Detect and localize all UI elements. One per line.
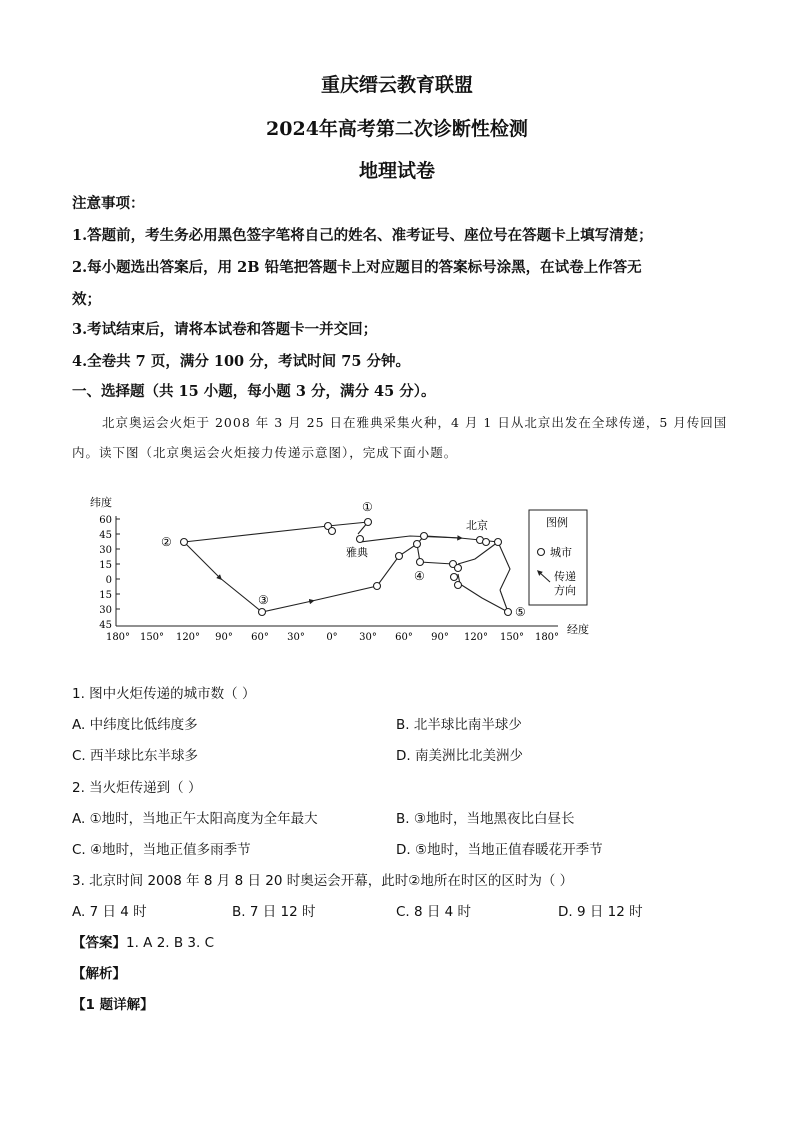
passage-line: 内。读下图（北京奥运会火炬接力传递示意图），完成下面小题。 <box>72 445 458 460</box>
option: A. 7 日 4 时 <box>72 904 147 920</box>
city-marker-3 <box>259 609 266 616</box>
y-tick-label: 45 <box>99 530 112 541</box>
exam-title: 2024年高考第二次诊断性检测 <box>266 118 528 140</box>
option: A. 中纬度比低纬度多 <box>72 717 198 733</box>
notes-heading: 注意事项： <box>72 195 145 212</box>
section-heading: 一、选择题（共 15 小题，每小题 3 分，满分 45 分）。 <box>72 383 436 400</box>
option: D. 9 日 12 时 <box>558 904 643 920</box>
point-label-5: ⑤ <box>515 605 526 619</box>
point-label-4: ④ <box>414 569 425 583</box>
note-item: 1.答题前，考生务必用黑色签字笔将自己的姓名、准考证号、座位号在答题卡上填写清楚； <box>72 227 653 244</box>
subject-title: 地理试卷 <box>358 160 435 182</box>
option: B. 北半球比南半球少 <box>396 717 522 733</box>
city-marker-4 <box>417 559 424 566</box>
x-tick-label: 90° <box>431 632 449 643</box>
x-tick-label: 180° <box>534 632 560 643</box>
question-stem: 2. 当火炬传递到（ ） <box>72 780 202 796</box>
y-tick-label: 0 <box>105 575 112 586</box>
city-marker <box>421 533 428 540</box>
option: C. 8 日 4 时 <box>396 904 472 920</box>
x-tick-label: 180° <box>105 632 131 643</box>
point-label-2: ② <box>161 535 172 549</box>
detail-label: 【1 题详解】 <box>72 997 154 1013</box>
analysis-label: 【解析】 <box>72 966 126 982</box>
point-label-3: ③ <box>258 593 269 607</box>
x-tick-label: 30° <box>359 632 377 643</box>
legend-city-icon <box>538 549 545 556</box>
answer-text: 1. A 2. B 3. C <box>126 935 215 951</box>
question-stem: 1. 图中火炬传递的城市数（ ） <box>72 686 256 702</box>
x-tick-label: 150° <box>499 632 525 643</box>
city-marker-athens <box>357 536 364 543</box>
option: C. 西半球比东半球多 <box>72 748 199 764</box>
city-marker-5 <box>505 609 512 616</box>
org-title: 重庆缙云教育联盟 <box>320 74 473 96</box>
x-tick-label: 120° <box>463 632 489 643</box>
option: D. ⑤地时，当地正值春暖花开季节 <box>396 842 603 858</box>
beijing-label: 北京 <box>466 519 488 532</box>
city-marker <box>455 565 462 572</box>
legend-city-label: 城市 <box>550 546 572 559</box>
y-tick-label: 15 <box>99 560 112 571</box>
city-marker <box>483 539 490 546</box>
option: C. ④地时，当地正值多雨季节 <box>72 842 251 858</box>
legend-direction-label: 方向 <box>554 584 576 597</box>
x-tick-label: 90° <box>215 632 233 643</box>
note-item: 效； <box>72 291 101 308</box>
question-stem: 3. 北京时间 2008 年 8 月 8 日 20 时奥运会开幕，此时②地所在时区的区时为（ ） <box>72 873 574 889</box>
answer-line <box>72 931 214 951</box>
city-marker <box>414 541 421 548</box>
option: D. 南美洲比北美洲少 <box>396 748 523 764</box>
x-axis-title: 经度 <box>567 623 589 636</box>
city-markers <box>181 519 512 616</box>
torch-relay-map <box>80 494 600 654</box>
y-tick-label: 30 <box>99 545 112 556</box>
y-axis-title: 纬度 <box>90 496 112 509</box>
option: B. ③地时，当地黑夜比白昼长 <box>396 811 575 827</box>
y-tick-label: 30 <box>99 605 112 616</box>
passage-line: 北京奥运会火炬于 2008 年 3 月 25 日在雅典采集火种，4 月 1 日从北京出发在全球传递，5 月传回国 <box>102 415 728 430</box>
option: B. 7 日 12 时 <box>232 904 316 920</box>
note-item: 4.全卷共 7 页，满分 100 分，考试时间 75 分钟。 <box>72 353 410 370</box>
note-item: 2.每小题选出答案后，用 2B 铅笔把答题卡上对应题目的答案标号涂黑，在试卷上作答无 <box>72 259 642 276</box>
x-tick-label: 150° <box>139 632 165 643</box>
y-tick-label: 60 <box>99 515 112 526</box>
city-marker-1 <box>365 519 372 526</box>
city-marker <box>329 528 336 535</box>
legend-title: 图例 <box>546 516 568 529</box>
legend-direction-label: 传递 <box>554 570 576 583</box>
x-tick-label: 120° <box>175 632 201 643</box>
x-tick-label: 60° <box>251 632 269 643</box>
y-tick-label: 15 <box>99 590 112 601</box>
x-tick-label: 30° <box>287 632 305 643</box>
city-marker-2 <box>181 539 188 546</box>
city-marker <box>451 574 458 581</box>
x-tick-label: 60° <box>395 632 413 643</box>
city-marker <box>495 539 502 546</box>
note-item: 3.考试结束后，请将本试卷和答题卡一并交回； <box>72 321 378 338</box>
y-tick-label: 45 <box>99 620 112 631</box>
athens-label: 雅典 <box>346 546 368 559</box>
city-marker <box>374 583 381 590</box>
point-label-1: ① <box>362 500 373 514</box>
x-tick-label: 0° <box>326 632 338 643</box>
option: A. ①地时，当地正午太阳高度为全年最大 <box>72 811 318 827</box>
city-marker <box>455 582 462 589</box>
answer-label: 【答案】 <box>72 935 126 951</box>
city-marker <box>396 553 403 560</box>
